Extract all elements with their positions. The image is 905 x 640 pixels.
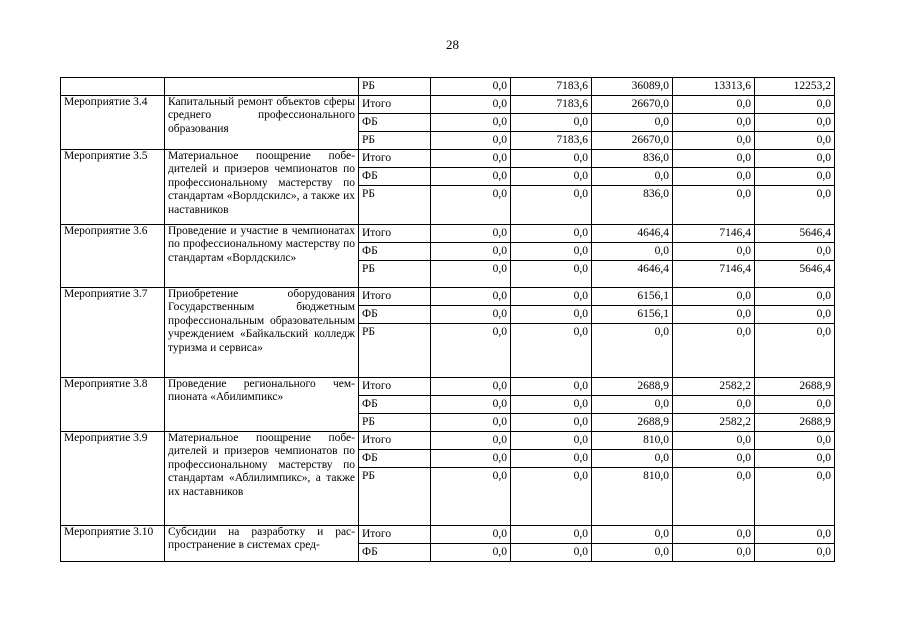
measure-name-cell: Мероприятие 3.5 [61, 150, 165, 225]
budget-table-body [61, 78, 835, 562]
amount-cell: 5646,4 [755, 261, 835, 288]
funding-source-cell: ФБ [359, 396, 431, 414]
funding-source-cell: Итого [359, 526, 431, 544]
carry-value-cell: 36089,0 [592, 78, 673, 96]
amount-cell: 2582,2 [673, 378, 755, 396]
amount-cell: 0,0 [431, 432, 511, 450]
carry-value-cell: 0,0 [431, 78, 511, 96]
amount-cell: 7146,4 [673, 261, 755, 288]
measure-name-cell: Мероприятие 3.6 [61, 225, 165, 288]
amount-cell: 0,0 [511, 150, 592, 168]
funding-source-cell: РБ [359, 414, 431, 432]
measure-row [61, 526, 835, 544]
amount-cell: 0,0 [673, 306, 755, 324]
amount-cell: 0,0 [511, 468, 592, 526]
amount-cell: 0,0 [673, 396, 755, 414]
amount-cell: 0,0 [673, 544, 755, 562]
amount-cell: 0,0 [755, 243, 835, 261]
amount-cell: 0,0 [673, 468, 755, 526]
measure-row [61, 96, 835, 114]
amount-cell: 0,0 [511, 414, 592, 432]
amount-cell: 5646,4 [755, 225, 835, 243]
amount-cell: 0,0 [431, 468, 511, 526]
amount-cell: 0,0 [673, 96, 755, 114]
amount-cell: 836,0 [592, 150, 673, 168]
funding-source-cell: ФБ [359, 168, 431, 186]
funding-source-cell: ФБ [359, 450, 431, 468]
funding-source-cell: Итого [359, 378, 431, 396]
amount-cell: 0,0 [431, 261, 511, 288]
funding-source-cell: Итого [359, 150, 431, 168]
amount-cell: 0,0 [431, 526, 511, 544]
amount-cell: 0,0 [673, 168, 755, 186]
amount-cell: 0,0 [673, 526, 755, 544]
amount-cell: 7183,6 [511, 96, 592, 114]
amount-cell: 0,0 [511, 432, 592, 450]
amount-cell: 2688,9 [755, 414, 835, 432]
amount-cell: 0,0 [592, 526, 673, 544]
amount-cell: 0,0 [431, 132, 511, 150]
amount-cell: 0,0 [431, 414, 511, 432]
amount-cell: 0,0 [755, 306, 835, 324]
amount-cell: 0,0 [511, 168, 592, 186]
amount-cell: 0,0 [673, 114, 755, 132]
amount-cell: 0,0 [755, 468, 835, 526]
measure-description-cell: Материальное поощрение победителей и призеров чемпионатов по профессиональному мастерству по стандартам «Ворлдскилс», а также их наставников [165, 150, 359, 225]
amount-cell: 0,0 [431, 396, 511, 414]
amount-cell: 0,0 [755, 432, 835, 450]
measure-description-cell: Проведение регионального чемпионата «Абилимпикс» [165, 378, 359, 432]
funding-source-cell: ФБ [359, 243, 431, 261]
amount-cell: 0,0 [673, 432, 755, 450]
amount-cell: 0,0 [431, 243, 511, 261]
amount-cell: 4646,4 [592, 225, 673, 243]
measure-name-cell: Мероприятие 3.10 [61, 526, 165, 562]
amount-cell: 0,0 [673, 450, 755, 468]
amount-cell: 0,0 [511, 396, 592, 414]
carry-description-cell [165, 78, 359, 96]
measure-row [61, 288, 835, 306]
amount-cell: 0,0 [431, 168, 511, 186]
measure-description-cell: Приобретение оборудования Государственным бюджетным профессиональным образовательным учреждением «Байкальский колледж туризма и сервиса» [165, 288, 359, 378]
amount-cell: 0,0 [755, 544, 835, 562]
amount-cell: 0,0 [755, 150, 835, 168]
amount-cell: 6156,1 [592, 288, 673, 306]
amount-cell: 0,0 [592, 168, 673, 186]
carry-name-cell [61, 78, 165, 96]
amount-cell: 0,0 [673, 243, 755, 261]
amount-cell: 0,0 [511, 324, 592, 378]
amount-cell: 0,0 [511, 243, 592, 261]
amount-cell: 0,0 [511, 114, 592, 132]
carry-value-cell: 7183,6 [511, 78, 592, 96]
amount-cell: 26670,0 [592, 132, 673, 150]
amount-cell: 0,0 [755, 450, 835, 468]
funding-source-cell: ФБ [359, 544, 431, 562]
amount-cell: 810,0 [592, 432, 673, 450]
amount-cell: 0,0 [592, 396, 673, 414]
amount-cell: 0,0 [673, 288, 755, 306]
measure-name-cell: Мероприятие 3.8 [61, 378, 165, 432]
amount-cell: 0,0 [755, 526, 835, 544]
amount-cell: 0,0 [511, 378, 592, 396]
carry-value-cell: 13313,6 [673, 78, 755, 96]
amount-cell: 0,0 [511, 306, 592, 324]
amount-cell: 0,0 [755, 186, 835, 225]
amount-cell: 0,0 [592, 450, 673, 468]
amount-cell: 0,0 [673, 132, 755, 150]
amount-cell: 0,0 [431, 450, 511, 468]
amount-cell: 0,0 [511, 186, 592, 225]
measure-row [61, 150, 835, 168]
amount-cell: 0,0 [673, 150, 755, 168]
amount-cell: 0,0 [431, 306, 511, 324]
amount-cell: 0,0 [673, 324, 755, 378]
amount-cell: 0,0 [431, 225, 511, 243]
amount-cell: 0,0 [431, 114, 511, 132]
amount-cell: 0,0 [511, 450, 592, 468]
amount-cell: 0,0 [431, 96, 511, 114]
amount-cell: 836,0 [592, 186, 673, 225]
amount-cell: 0,0 [755, 288, 835, 306]
amount-cell: 0,0 [511, 288, 592, 306]
amount-cell: 810,0 [592, 468, 673, 526]
measure-description-cell: Материальное поощрение победителей и призеров чемпионатов по профессиональному мастерству по стандартам «Аблилимпикс», а также их наставников [165, 432, 359, 526]
measure-description-cell: Субсидии на разработку и распространение в системах сред- [165, 526, 359, 562]
budget-table [60, 77, 835, 562]
amount-cell: 0,0 [431, 544, 511, 562]
funding-source-cell: Итого [359, 225, 431, 243]
measure-description-cell: Проведение и участие в чемпионатах по профессиональному мастерству по стандартам «Ворлдскилс» [165, 225, 359, 288]
funding-source-cell: Итого [359, 432, 431, 450]
amount-cell: 0,0 [511, 526, 592, 544]
funding-source-cell: ФБ [359, 306, 431, 324]
amount-cell: 0,0 [431, 378, 511, 396]
amount-cell: 0,0 [511, 261, 592, 288]
carry-over-row [61, 78, 835, 96]
amount-cell: 2688,9 [592, 414, 673, 432]
carry-source-cell: РБ [359, 78, 431, 96]
measure-row [61, 378, 835, 396]
funding-source-cell: РБ [359, 132, 431, 150]
measure-description-cell: Капитальный ремонт объектов сферы среднего профессионального образования [165, 96, 359, 150]
carry-value-cell: 12253,2 [755, 78, 835, 96]
amount-cell: 2688,9 [755, 378, 835, 396]
amount-cell: 0,0 [755, 132, 835, 150]
funding-source-cell: РБ [359, 261, 431, 288]
funding-source-cell: ФБ [359, 114, 431, 132]
amount-cell: 2582,2 [673, 414, 755, 432]
funding-source-cell: РБ [359, 468, 431, 526]
amount-cell: 0,0 [431, 324, 511, 378]
page-number: 28 [446, 37, 459, 52]
amount-cell: 0,0 [755, 324, 835, 378]
amount-cell: 7146,4 [673, 225, 755, 243]
measure-row [61, 432, 835, 450]
amount-cell: 0,0 [755, 396, 835, 414]
amount-cell: 0,0 [431, 150, 511, 168]
measure-name-cell: Мероприятие 3.9 [61, 432, 165, 526]
amount-cell: 0,0 [755, 168, 835, 186]
amount-cell: 0,0 [673, 186, 755, 225]
funding-source-cell: Итого [359, 288, 431, 306]
amount-cell: 0,0 [592, 114, 673, 132]
amount-cell: 0,0 [431, 288, 511, 306]
amount-cell: 6156,1 [592, 306, 673, 324]
amount-cell: 0,0 [592, 324, 673, 378]
amount-cell: 7183,6 [511, 132, 592, 150]
measure-name-cell: Мероприятие 3.4 [61, 96, 165, 150]
measure-row [61, 225, 835, 243]
funding-source-cell: РБ [359, 324, 431, 378]
measure-name-cell: Мероприятие 3.7 [61, 288, 165, 378]
amount-cell: 0,0 [511, 225, 592, 243]
amount-cell: 0,0 [592, 544, 673, 562]
amount-cell: 0,0 [592, 243, 673, 261]
amount-cell: 2688,9 [592, 378, 673, 396]
amount-cell: 0,0 [755, 114, 835, 132]
amount-cell: 4646,4 [592, 261, 673, 288]
amount-cell: 0,0 [511, 544, 592, 562]
funding-source-cell: РБ [359, 186, 431, 225]
amount-cell: 0,0 [755, 96, 835, 114]
amount-cell: 26670,0 [592, 96, 673, 114]
amount-cell: 0,0 [431, 186, 511, 225]
funding-source-cell: Итого [359, 96, 431, 114]
